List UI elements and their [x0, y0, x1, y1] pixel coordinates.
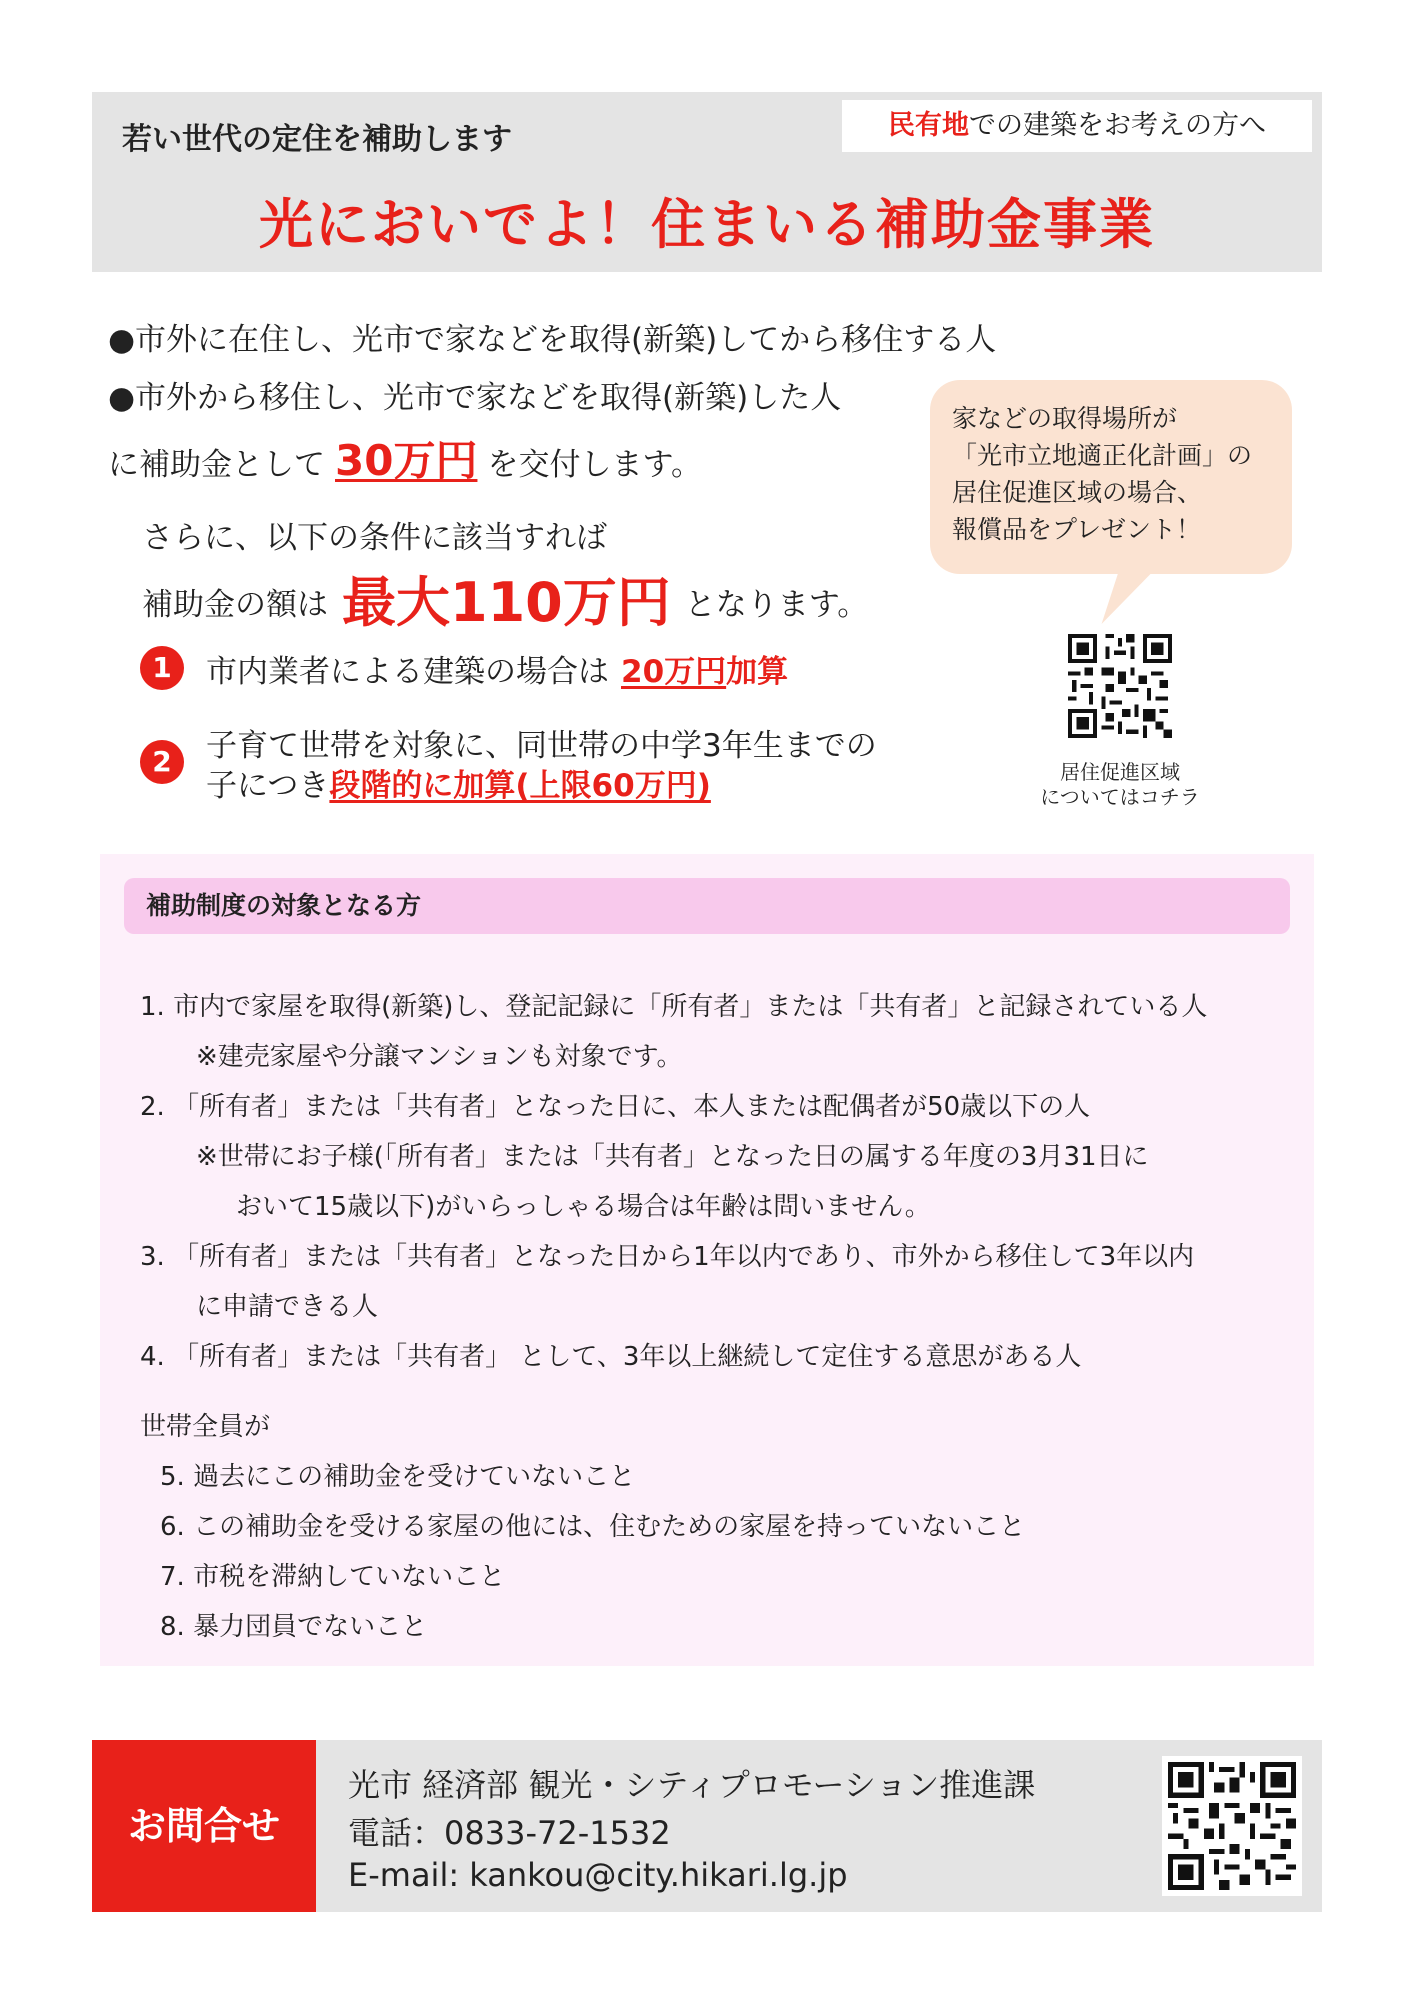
target-audience-box	[842, 100, 1312, 152]
household-label: 世帯全員が	[140, 1412, 271, 1442]
condition-2-line-1: 子育て世帯を対象に、同世帯の中学3年生までの	[206, 728, 877, 764]
conditions-intro: さらに、以下の条件に該当すれば	[142, 520, 607, 556]
condition-1-text	[206, 646, 788, 691]
condition-number-2: 2	[140, 740, 184, 784]
bubble-line: 報償品をプレゼント！	[952, 515, 1202, 544]
eligibility-note: ※建売家屋や分譲マンションも対象です。	[196, 1042, 683, 1072]
contact-label: お問合せ	[92, 1740, 316, 1912]
speech-bubble-tail	[1102, 572, 1153, 624]
condition-number-1: 1	[140, 646, 184, 690]
condition-1-highlight-wrap	[621, 654, 788, 690]
intro-line-3-pre: に補助金として	[108, 447, 325, 483]
target-rest: での建築をお考えの方へ	[969, 110, 1266, 141]
household-item: 5. 過去にこの補助金を受けていないこと	[160, 1462, 636, 1492]
header-subtitle: 若い世代の定住を補助します	[122, 122, 512, 157]
qr-caption-line-2: についてはコチラ	[1040, 785, 1200, 809]
eligibility-item: 4. 「所有者」または「共有者」 として、3年以上継続して定住する意思がある人	[140, 1342, 1082, 1372]
eligibility-note: おいて15歳以下)がいらっしゃる場合は年齢は問いません。	[236, 1192, 931, 1222]
max-amount: 最大110万円	[342, 571, 671, 634]
qr-caption	[1020, 760, 1220, 810]
eligibility-note: ※世帯にお子様(「所有者」または「共有者」となった日の属する年度の3月31日に	[196, 1142, 1149, 1172]
contact-email[interactable]: E-mail: kankou@city.hikari.lg.jp	[348, 1856, 848, 1894]
reward-speech-bubble	[930, 380, 1292, 574]
bubble-line: 家などの取得場所が	[952, 404, 1178, 433]
intro-line-1: ●市外に在住し、光市で家などを取得(新築)してから移住する人	[108, 322, 997, 358]
bubble-line: 居住促進区域の場合、	[952, 478, 1203, 507]
eligibility-section	[100, 854, 1314, 1666]
condition-2-line-2	[206, 760, 711, 805]
target-highlight: 民有地	[888, 110, 969, 141]
qr-code-icon[interactable]	[1068, 634, 1172, 738]
intro-line-3	[108, 428, 702, 488]
contact-department: 光市 経済部 観光・シティプロモーション推進課	[348, 1766, 1036, 1804]
intro-line-3-post: を交付します。	[487, 447, 702, 483]
household-item: 8. 暴力団員でないこと	[160, 1612, 428, 1642]
max-amount-pre: 補助金の額は	[142, 587, 328, 623]
contact-footer	[92, 1740, 1322, 1912]
condition-1-highlight: 20万円	[621, 654, 727, 690]
base-amount: 30万円	[335, 436, 478, 485]
household-item: 7. 市税を滞納していないこと	[160, 1562, 506, 1592]
max-amount-line	[142, 560, 868, 637]
condition-2-line-2-pre: 子につき	[206, 768, 330, 804]
page-title: 光においでよ！住まいる補助金事業	[259, 193, 1155, 256]
qr-caption-line-1: 居住促進区域	[1060, 760, 1180, 784]
eligibility-item-cont: に申請できる人	[196, 1292, 379, 1322]
bubble-line: 「光市立地適正化計画」の	[952, 441, 1253, 470]
contact-qr-wrap	[1162, 1756, 1302, 1896]
condition-1-highlight-suffix: 加算	[726, 654, 789, 690]
header-banner	[92, 92, 1322, 272]
max-amount-post: となります。	[684, 587, 869, 623]
eligibility-item: 1. 市内で家屋を取得(新築)し、登記記録に「所有者」または「共有者」と記録されている人	[140, 992, 1208, 1022]
eligibility-item: 3. 「所有者」または「共有者」となった日から1年以内であり、市外から移住して3年以内	[140, 1242, 1195, 1272]
eligibility-heading: 補助制度の対象となる方	[124, 878, 1290, 934]
eligibility-item: 2. 「所有者」または「共有者」となった日に、本人または配偶者が50歳以下の人	[140, 1092, 1091, 1122]
condition-2-highlight: 段階的に加算(上限60万円)	[329, 768, 711, 804]
intro-line-2: ●市外から移住し、光市で家などを取得(新築)した人	[108, 380, 842, 416]
household-item: 6. この補助金を受ける家屋の他には、住むための家屋を持っていないこと	[160, 1512, 1026, 1542]
condition-1-main: 市内業者による建築の場合は	[206, 654, 609, 690]
contact-phone[interactable]: 電話：0833-72-1532	[348, 1814, 671, 1852]
qr-code-icon[interactable]	[1168, 1762, 1296, 1890]
